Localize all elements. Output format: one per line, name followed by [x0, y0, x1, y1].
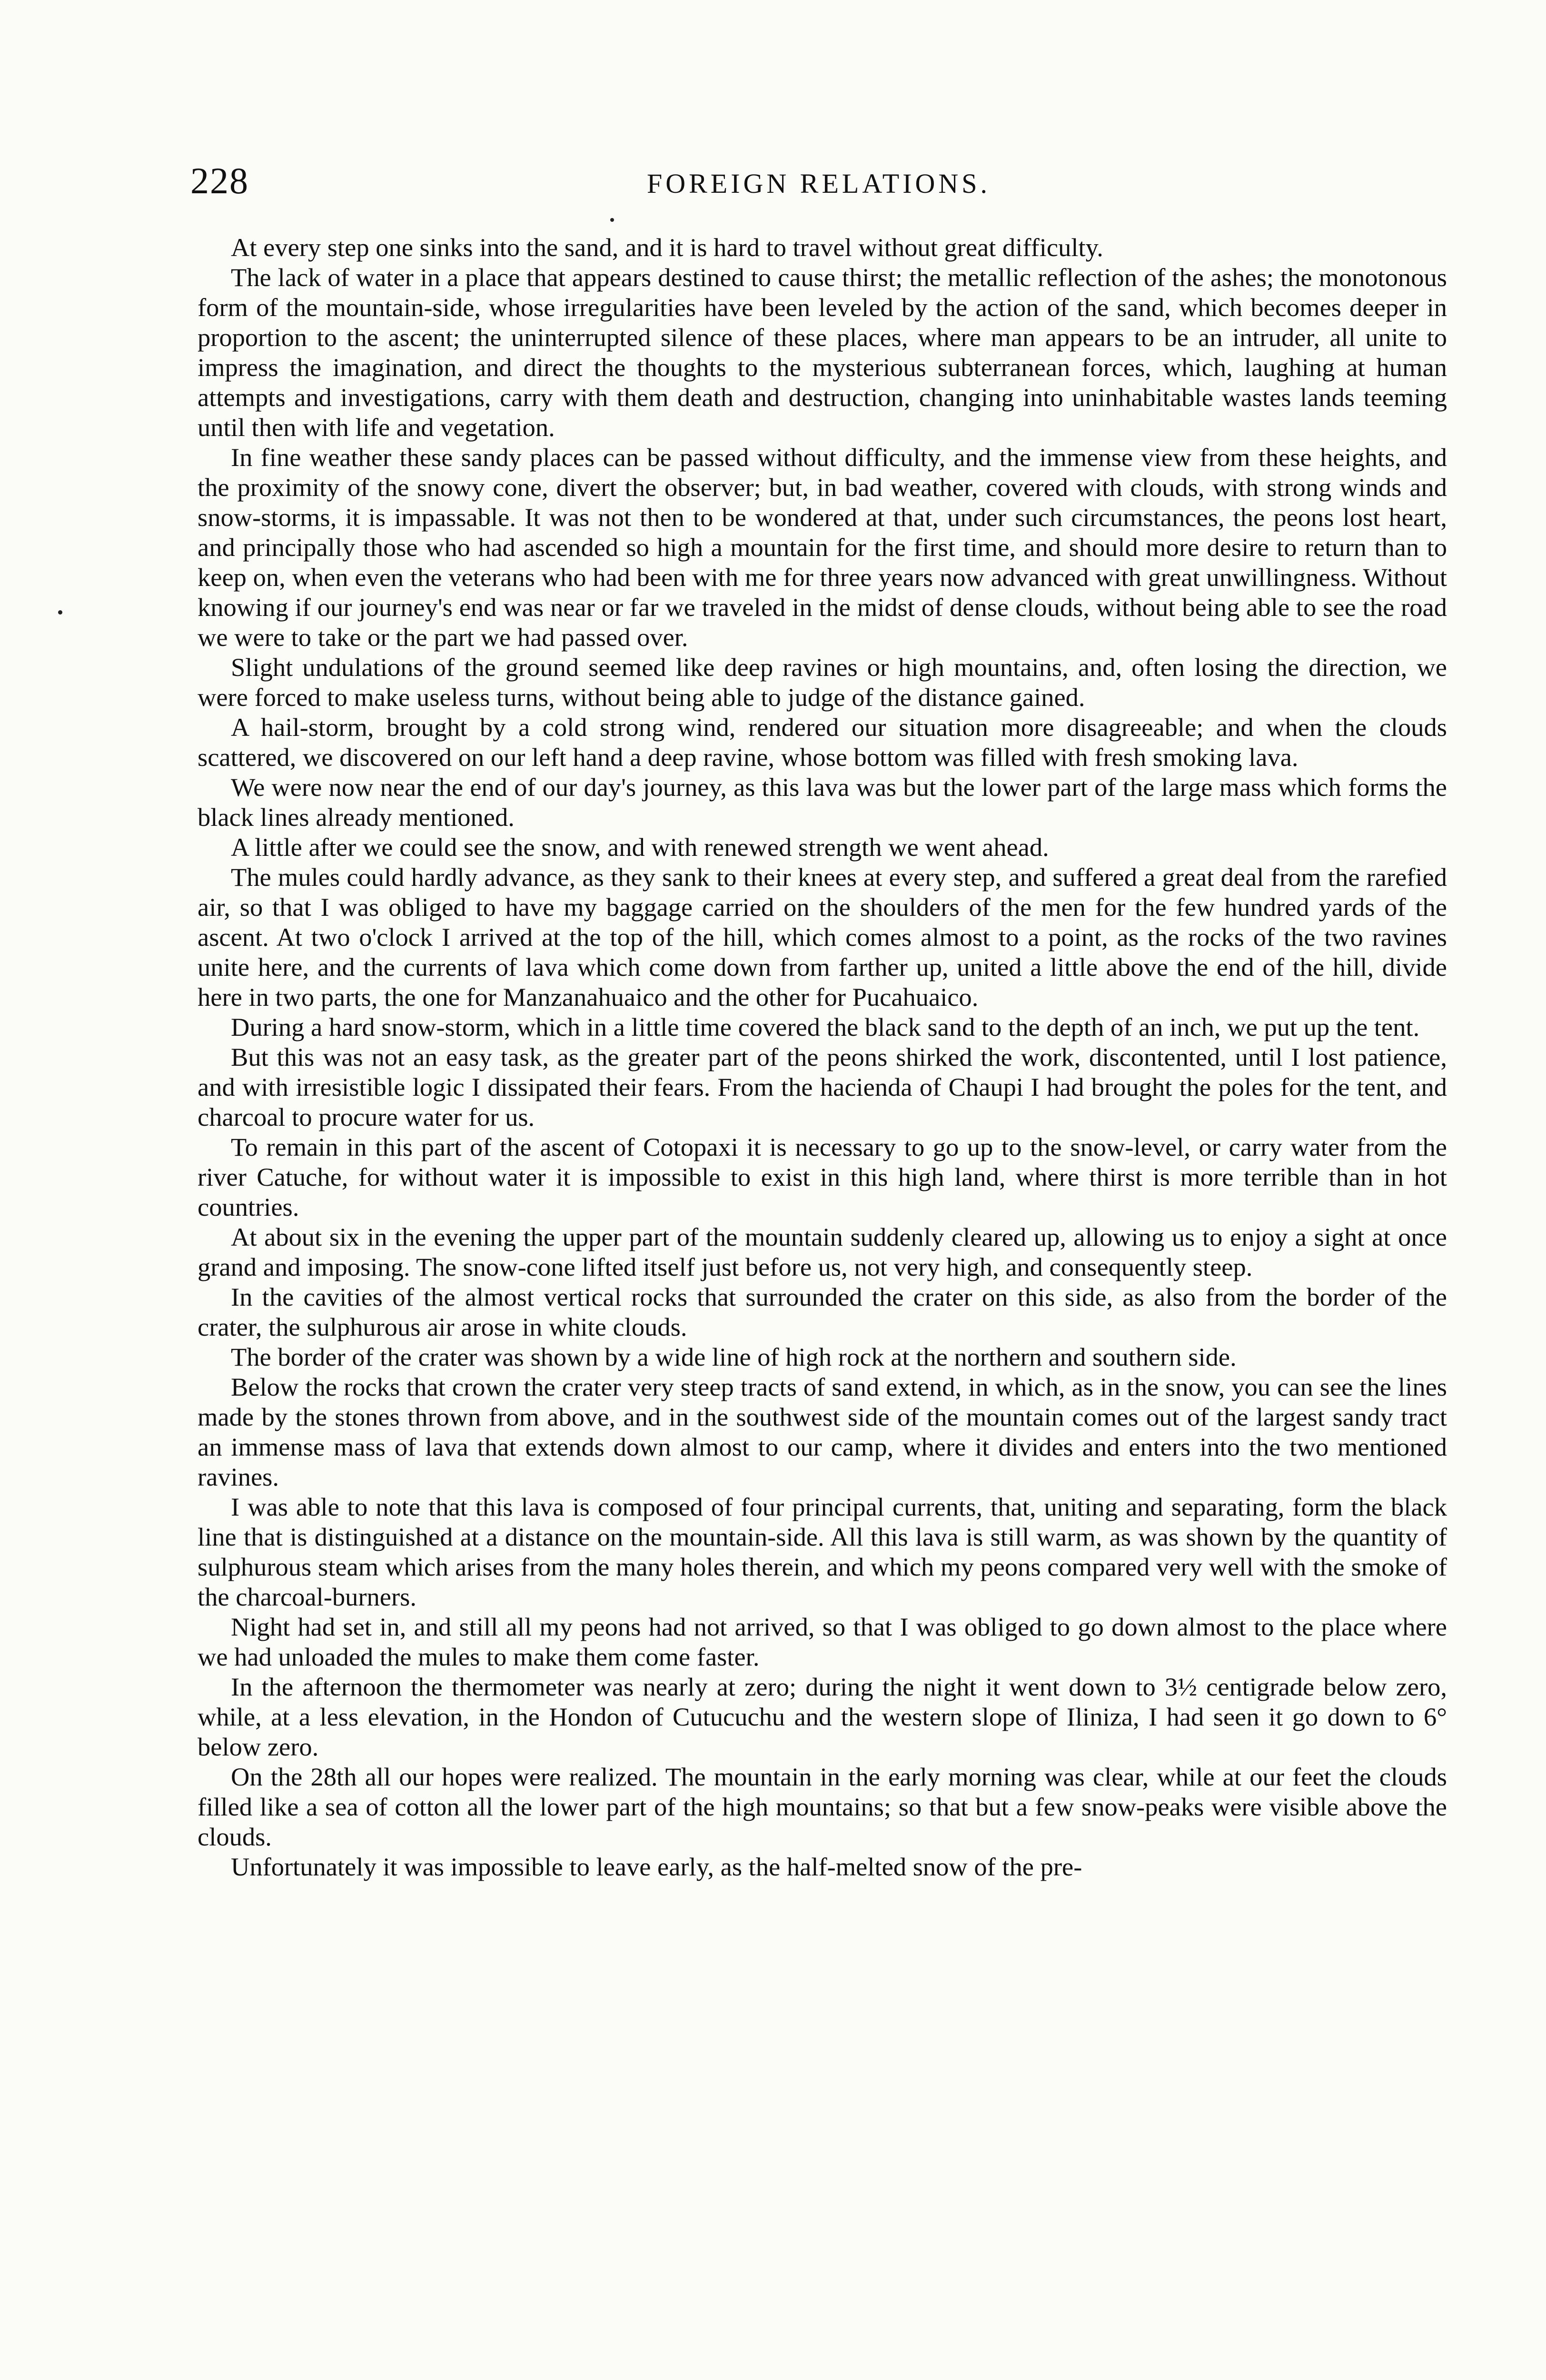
paragraph: The mules could hardly advance, as they sank to their knees at every step, and suffered a great deal from the rarefied air, so that I was obliged to have my baggage carried on the shoulders of the men for the few hundred yards of the ascent. At two o'clock I arrived at the top of the hill, which comes almost to a point, as the rocks of the two ravines unite here, and the currents of lava which come down from farther up, united a little above the end of the hill, divide here in two parts, the one for Manzanahuaico and the other for Pucahuaico.: [198, 863, 1447, 1012]
running-title: FOREIGN RELATIONS.: [646, 168, 991, 199]
paragraph: Night had set in, and still all my peons had not arrived, so that I was obliged to go down almost to the place where we had unloaded the mules to make them come faster.: [198, 1612, 1447, 1671]
paragraph: At every step one sinks into the sand, and it is hard to travel without great difficulty.: [231, 233, 1103, 262]
paragraph: At about six in the evening the upper part of the mountain suddenly cleared up, allowing us to enjoy a sight at once grand and imposing. The snow-cone lifted itself just before us, not very high, and consequently steep.: [198, 1222, 1447, 1281]
paragraph: We were now near the end of our day's journey, as this lava was but the lower part of the large mass which forms the black lines already mentioned.: [198, 773, 1447, 832]
paragraph: During a hard snow-storm, which in a little time covered the black sand to the depth of an inch, we put up the tent.: [231, 1012, 1420, 1041]
paragraph: In the afternoon the thermometer was nearly at zero; during the night it went down to 3½ centigrade below zero, while, at a less elevation, in the Hondon of Cutucuchu and the western slope of Iliniza, I had seen it go down to 6° below zero.: [198, 1672, 1447, 1761]
page-number: 228: [190, 160, 249, 201]
ink-speck: [58, 610, 62, 615]
paragraph: Unfortunately it was impossible to leave early, as the half-melted snow of the pre-: [231, 1852, 1082, 1881]
paragraph: On the 28th all our hopes were realized. The mountain in the early morning was clear, while at our feet the clouds filled like a sea of cotton all the lower part of the high mountains; so that but a few snow-peaks were visible above the clouds.: [198, 1762, 1447, 1851]
paragraph: Below the rocks that crown the crater very steep tracts of sand extend, in which, as in the snow, you can see the lines made by the stones thrown from above, and in the southwest side of the mountain comes out of the largest sandy tract an immense mass of lava that extends down almost to our camp, where it divides and enters into the two mentioned ravines.: [198, 1372, 1447, 1491]
ink-speck: [610, 218, 614, 222]
paragraph: But this was not an easy task, as the greater part of the peons shirked the work, discontented, until I lost patience, and with irresistible logic I dissipated their fears. From the hacienda of Chaupi I had brought the poles for the tent, and charcoal to procure water for us.: [198, 1042, 1447, 1131]
paragraph: A hail-storm, brought by a cold strong wind, rendered our situation more disagreeable; and when the clouds scattered, we discovered on our left hand a deep ravine, whose bottom was filled with fresh smoking lava.: [198, 713, 1447, 772]
paragraph: The lack of water in a place that appears destined to cause thirst; the metallic reflection of the ashes; the monotonous form of the mountain-side, whose irregularities have been leveled by the action of the sand, which becomes deeper in proportion to the ascent; the uninterrupted silence of these places, where man appears to be an intruder, all unite to impress the imagination, and direct the thoughts to the mysterious subterranean forces, which, laughing at human attempts and investigations, carry with them death and destruction, changing into uninhabitable wastes lands teeming until then with life and vegetation.: [198, 263, 1447, 442]
paragraph: The border of the crater was shown by a wide line of high rock at the northern and southern side.: [231, 1342, 1237, 1371]
body-text: [198, 232, 1447, 1882]
paragraph: In the cavities of the almost vertical rocks that surrounded the crater on this side, as also from the border of the crater, the sulphurous air arose in white clouds.: [198, 1282, 1447, 1341]
paragraph: Slight undulations of the ground seemed like deep ravines or high mountains, and, often losing the direction, we were forced to make useless turns, without being able to judge of the distance gained.: [198, 653, 1447, 712]
running-head: [190, 157, 1447, 205]
paragraph: In fine weather these sandy places can be passed without difficulty, and the immense view from these heights, and the proximity of the snowy cone, divert the observer; but, in bad weather, covered with clouds, with strong winds and snow-storms, it is impassable. It was not then to be wondered at that, under such circumstances, the peons lost heart, and principally those who had ascended so high a mountain for the first time, and should more desire to return than to keep on, when even the veterans who had been with me for three years now advanced with great unwillingness. Without knowing if our journey's end was near or far we traveled in the midst of dense clouds, without being able to see the road we were to take or the part we had passed over.: [198, 443, 1447, 652]
paragraph: A little after we could see the snow, and with renewed strength we went ahead.: [231, 833, 1049, 862]
paragraph: I was able to note that this lava is composed of four principal currents, that, uniting and separating, form the black line that is distinguished at a distance on the mountain-side. All this lava is still warm, as was shown by the quantity of sulphurous steam which arises from the many holes therein, and which my peons compared very well with the smoke of the charcoal-burners.: [198, 1492, 1447, 1611]
paragraph: To remain in this part of the ascent of Cotopaxi it is necessary to go up to the snow-level, or carry water from the river Catuche, for without water it is impossible to exist in this high land, where thirst is more terrible than in hot countries.: [198, 1132, 1447, 1221]
